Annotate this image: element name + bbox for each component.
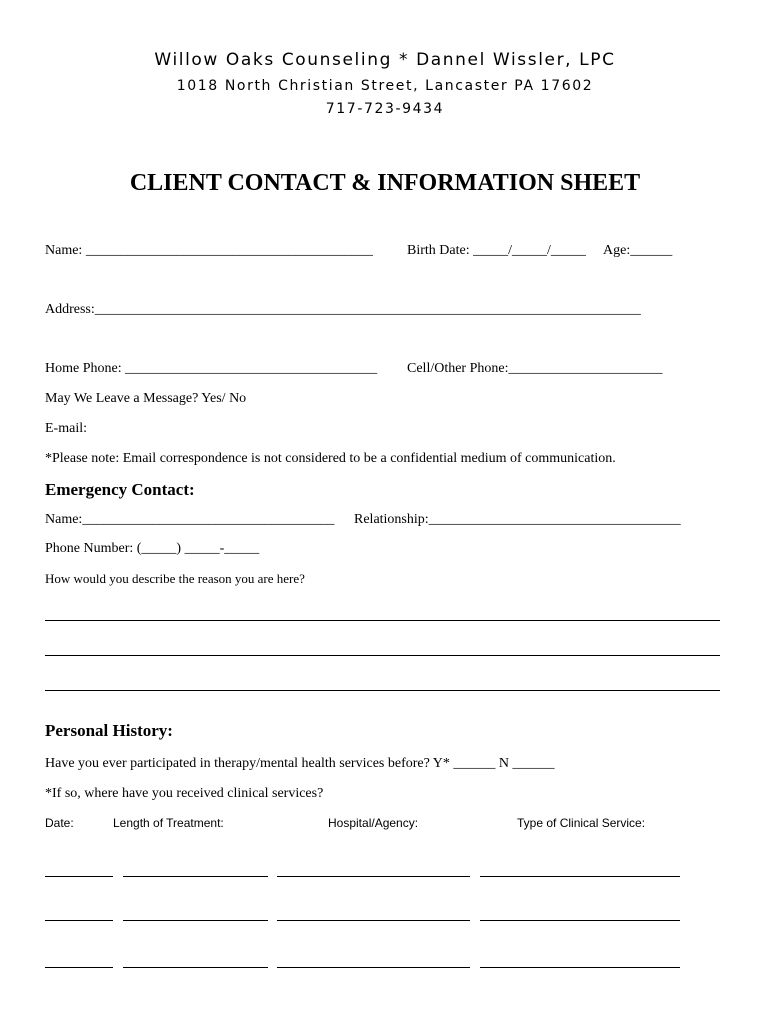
emergency-heading: Emergency Contact: [45, 480, 195, 499]
birth-date-field[interactable]: Birth Date: _____/_____/_____ [407, 243, 586, 258]
col-date: Date: [45, 816, 74, 830]
reason-line-2[interactable] [45, 655, 720, 656]
history-date-cell[interactable] [45, 876, 113, 877]
col-length: Length of Treatment: [113, 816, 224, 830]
history-length-cell[interactable] [123, 876, 268, 877]
history-service-cell[interactable] [480, 876, 680, 877]
name-field[interactable]: Name: _________________________________________ [45, 243, 373, 258]
practice-name: Willow Oaks Counseling * Dannel Wissler, LPC [154, 50, 616, 70]
history-date-cell[interactable] [45, 920, 113, 921]
reason-line-1[interactable] [45, 620, 720, 621]
col-service-type: Type of Clinical Service: [517, 816, 646, 830]
practice-phone: 717-723-9434 [325, 101, 445, 117]
age-field[interactable]: Age:______ [603, 243, 673, 258]
history-length-cell[interactable] [123, 967, 268, 968]
relationship-field[interactable]: Relationship:____________________________________ [354, 512, 681, 527]
clinical-services-followup: *If so, where have you received clinical services? [45, 786, 324, 801]
history-hospital-cell[interactable] [277, 920, 470, 921]
email-field[interactable]: E-mail: [45, 421, 87, 436]
reason-line-3[interactable] [45, 690, 720, 691]
history-date-cell[interactable] [45, 967, 113, 968]
history-length-cell[interactable] [123, 920, 268, 921]
history-hospital-cell[interactable] [277, 876, 470, 877]
email-note: *Please note: Email correspondence is not considered to be a confidential medium of communication. [45, 451, 616, 466]
history-service-cell[interactable] [480, 920, 680, 921]
history-heading: Personal History: [45, 721, 173, 740]
history-hospital-cell[interactable] [277, 967, 470, 968]
history-service-cell[interactable] [480, 967, 680, 968]
form-title: CLIENT CONTACT & INFORMATION SHEET [129, 170, 641, 196]
cell-phone-field[interactable]: Cell/Other Phone:______________________ [407, 361, 663, 376]
emergency-phone-field[interactable]: Phone Number: (_____) _____-_____ [45, 541, 260, 556]
reason-question: How would you describe the reason you are here? [45, 571, 305, 586]
practice-address: 1018 North Christian Street, Lancaster PA 17602 [176, 78, 594, 94]
home-phone-field[interactable]: Home Phone: ____________________________________ [45, 361, 378, 376]
prior-therapy-question[interactable]: Have you ever participated in therapy/mental health services before? Y* ______ N ______ [45, 756, 555, 771]
col-hospital: Hospital/Agency: [328, 816, 419, 830]
address-field[interactable]: Address:______________________________________________________________________________ [45, 302, 641, 317]
leave-message-field[interactable]: May We Leave a Message? Yes/ No [45, 391, 247, 406]
emergency-name-field[interactable]: Name:____________________________________ [45, 512, 335, 527]
